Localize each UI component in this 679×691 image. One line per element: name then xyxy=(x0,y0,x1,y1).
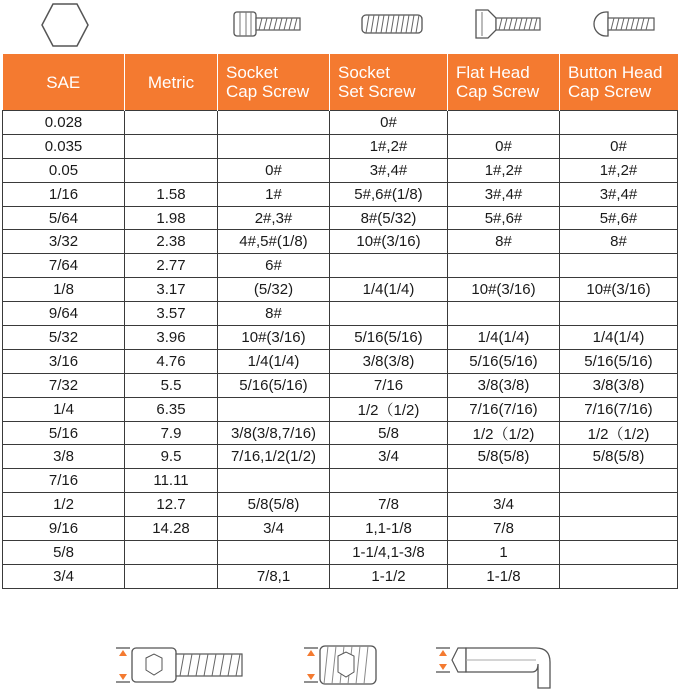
column-header xyxy=(125,54,218,111)
top-icon-strip xyxy=(0,0,679,52)
table-cell: 5/64 xyxy=(3,206,125,230)
table-cell: 3/4 xyxy=(3,564,125,588)
column-header-line: Cap Screw xyxy=(226,82,310,101)
table-cell: 0# xyxy=(560,134,678,158)
table-cell xyxy=(218,111,330,135)
table-cell: 5/8(5/8) xyxy=(560,445,678,469)
table-cell: 3#,4# xyxy=(560,182,678,206)
table-cell: 7/64 xyxy=(3,254,125,278)
socket-set-screw-icon xyxy=(360,12,424,36)
table-cell: 3/8(3/8) xyxy=(330,349,448,373)
table-row xyxy=(3,493,678,517)
table-cell: 4.76 xyxy=(125,349,218,373)
table-row xyxy=(3,278,678,302)
column-header-line: Set Screw xyxy=(338,82,416,101)
table-row xyxy=(3,445,678,469)
table-cell xyxy=(330,254,448,278)
table-row xyxy=(3,349,678,373)
table-cell: 2.77 xyxy=(125,254,218,278)
column-header xyxy=(560,54,678,111)
table-row xyxy=(3,230,678,254)
table-row xyxy=(3,397,678,421)
table-header-row xyxy=(3,54,678,111)
table-cell: 2.38 xyxy=(125,230,218,254)
table-cell: 5/8 xyxy=(3,541,125,565)
table-cell: 4#,5#(1/8) xyxy=(218,230,330,254)
table-cell: 5/16(5/16) xyxy=(330,326,448,350)
table-cell: 5/8(5/8) xyxy=(218,493,330,517)
table-cell: 1.58 xyxy=(125,182,218,206)
table-cell: 5#,6#(1/8) xyxy=(330,182,448,206)
column-header-line: Cap Screw xyxy=(568,82,652,101)
table-cell: 5.5 xyxy=(125,373,218,397)
table-cell: 0.05 xyxy=(3,158,125,182)
table-cell xyxy=(218,469,330,493)
table-cell: 1# xyxy=(218,182,330,206)
column-header-line: Socket xyxy=(226,63,278,82)
table-cell xyxy=(125,134,218,158)
table-cell xyxy=(125,158,218,182)
table-cell: 1/4(1/4) xyxy=(448,326,560,350)
column-header-line: SAE xyxy=(46,72,81,92)
table-cell: 10#(3/16) xyxy=(218,326,330,350)
table-cell: 0# xyxy=(218,158,330,182)
table-cell: 3/16 xyxy=(3,349,125,373)
table-cell xyxy=(560,541,678,565)
column-header xyxy=(218,54,330,111)
table-cell: 7/16,1/2(1/2) xyxy=(218,445,330,469)
table-cell: 2#,3# xyxy=(218,206,330,230)
table-row xyxy=(3,206,678,230)
table-cell: 5/16(5/16) xyxy=(560,349,678,373)
column-header xyxy=(448,54,560,111)
table-cell: 3/8 xyxy=(3,445,125,469)
table-cell: 8# xyxy=(218,302,330,326)
column-header xyxy=(330,54,448,111)
table-row xyxy=(3,158,678,182)
table-cell: 7/32 xyxy=(3,373,125,397)
table-cell: 3#,4# xyxy=(330,158,448,182)
table-cell: 1/4 xyxy=(3,397,125,421)
table-cell: 1/16 xyxy=(3,182,125,206)
table-cell xyxy=(448,302,560,326)
table-cell xyxy=(218,397,330,421)
column-header-line: Metric xyxy=(147,72,195,92)
table-cell xyxy=(560,302,678,326)
table-cell: 1-1/4,1-3/8 xyxy=(330,541,448,565)
table-cell: 3.57 xyxy=(125,302,218,326)
table-cell: 5/8 xyxy=(330,421,448,445)
table-cell: 6# xyxy=(218,254,330,278)
table-cell: 11.11 xyxy=(125,469,218,493)
table-cell: 5/8(5/8) xyxy=(448,445,560,469)
table-cell: 5/16(5/16) xyxy=(448,349,560,373)
column-header xyxy=(3,54,125,111)
table-cell xyxy=(448,111,560,135)
table-cell xyxy=(560,111,678,135)
table-cell: 3#,4# xyxy=(448,182,560,206)
table-cell: 3/4 xyxy=(448,493,560,517)
table-cell: 10#(3/16) xyxy=(448,278,560,302)
table-cell: 7.9 xyxy=(125,421,218,445)
table-cell: 6.35 xyxy=(125,397,218,421)
table-cell: 9/64 xyxy=(3,302,125,326)
table-row xyxy=(3,564,678,588)
table-row xyxy=(3,373,678,397)
table-cell: 1/4(1/4) xyxy=(560,326,678,350)
table-cell: 1/4(1/4) xyxy=(330,278,448,302)
table-cell xyxy=(448,254,560,278)
table-cell: 0# xyxy=(330,111,448,135)
table-cell: 9.5 xyxy=(125,445,218,469)
table-cell: 5#,6# xyxy=(448,206,560,230)
table-cell xyxy=(125,111,218,135)
hex-key-measure-icon xyxy=(432,640,562,690)
hex-key-end-icon xyxy=(40,2,90,48)
table-cell: 8# xyxy=(560,230,678,254)
table-cell: 7/8 xyxy=(448,517,560,541)
table-cell: 1/2（1/2) xyxy=(560,421,678,445)
table-row xyxy=(3,326,678,350)
table-cell: 1,1-1/8 xyxy=(330,517,448,541)
hex-key-size-table xyxy=(2,54,678,589)
table-cell: 14.28 xyxy=(125,517,218,541)
table-cell: 7/16 xyxy=(330,373,448,397)
table-cell: 10#(3/16) xyxy=(330,230,448,254)
column-header-line: Flat Head xyxy=(456,63,530,82)
table-cell: 1.98 xyxy=(125,206,218,230)
table-cell: 12.7 xyxy=(125,493,218,517)
table-cell: 1/2（1/2) xyxy=(448,421,560,445)
table-cell: 1-1/8 xyxy=(448,564,560,588)
table-cell: 7/16(7/16) xyxy=(448,397,560,421)
table-cell: 3.96 xyxy=(125,326,218,350)
table-cell: 7/16(7/16) xyxy=(560,397,678,421)
table-cell: 5/32 xyxy=(3,326,125,350)
table-row xyxy=(3,517,678,541)
table-cell: 1/2 xyxy=(3,493,125,517)
table-cell xyxy=(218,541,330,565)
column-header-line: Button Head xyxy=(568,63,663,82)
table-cell: 5#,6# xyxy=(560,206,678,230)
set-screw-measure-icon xyxy=(300,642,382,688)
table-cell: 7/8 xyxy=(330,493,448,517)
bottom-icon-strip xyxy=(0,636,679,691)
table-cell: 5/16 xyxy=(3,421,125,445)
socket-cap-screw-icon xyxy=(232,8,304,40)
table-cell: 1/2（1/2) xyxy=(330,397,448,421)
table-row xyxy=(3,302,678,326)
table-cell xyxy=(330,469,448,493)
table-cell: 3/8(3/8) xyxy=(448,373,560,397)
table-row xyxy=(3,469,678,493)
table-cell: 3/8(3/8) xyxy=(560,373,678,397)
table-cell xyxy=(125,541,218,565)
table-cell: 0.035 xyxy=(3,134,125,158)
table-row xyxy=(3,421,678,445)
table-cell xyxy=(560,517,678,541)
table-row xyxy=(3,182,678,206)
table-cell: 3/32 xyxy=(3,230,125,254)
table-cell: 0# xyxy=(448,134,560,158)
table-cell: 1 xyxy=(448,541,560,565)
table-body xyxy=(3,111,678,589)
table-cell: 10#(3/16) xyxy=(560,278,678,302)
column-header-line: Socket xyxy=(338,63,390,82)
table-cell: 3/4 xyxy=(218,517,330,541)
table-cell xyxy=(218,134,330,158)
table-row xyxy=(3,134,678,158)
table-cell: 3/4 xyxy=(330,445,448,469)
table-cell: (5/32) xyxy=(218,278,330,302)
table-row xyxy=(3,541,678,565)
table-cell: 1/4(1/4) xyxy=(218,349,330,373)
table-cell xyxy=(330,302,448,326)
table-cell: 5/16(5/16) xyxy=(218,373,330,397)
table-cell xyxy=(560,493,678,517)
table-row xyxy=(3,111,678,135)
table-row xyxy=(3,254,678,278)
table-cell: 8# xyxy=(448,230,560,254)
table-cell: 9/16 xyxy=(3,517,125,541)
table-cell: 8#(5/32) xyxy=(330,206,448,230)
table-cell: 0.028 xyxy=(3,111,125,135)
table-cell: 7/8,1 xyxy=(218,564,330,588)
table-cell: 1/8 xyxy=(3,278,125,302)
column-header-line: Cap Screw xyxy=(456,82,540,101)
table-cell: 1#,2# xyxy=(330,134,448,158)
socket-cap-screw-measure-icon xyxy=(112,644,252,686)
table-cell xyxy=(448,469,560,493)
table-cell xyxy=(560,469,678,493)
table-cell: 3.17 xyxy=(125,278,218,302)
table-cell xyxy=(125,564,218,588)
table-cell: 1#,2# xyxy=(448,158,560,182)
table-cell: 3/8(3/8,7/16) xyxy=(218,421,330,445)
table-cell: 7/16 xyxy=(3,469,125,493)
table-cell: 1-1/2 xyxy=(330,564,448,588)
table-cell xyxy=(560,254,678,278)
table-cell xyxy=(560,564,678,588)
button-head-cap-screw-icon xyxy=(590,8,658,40)
flat-head-cap-screw-icon xyxy=(474,8,544,40)
table-cell: 1#,2# xyxy=(560,158,678,182)
